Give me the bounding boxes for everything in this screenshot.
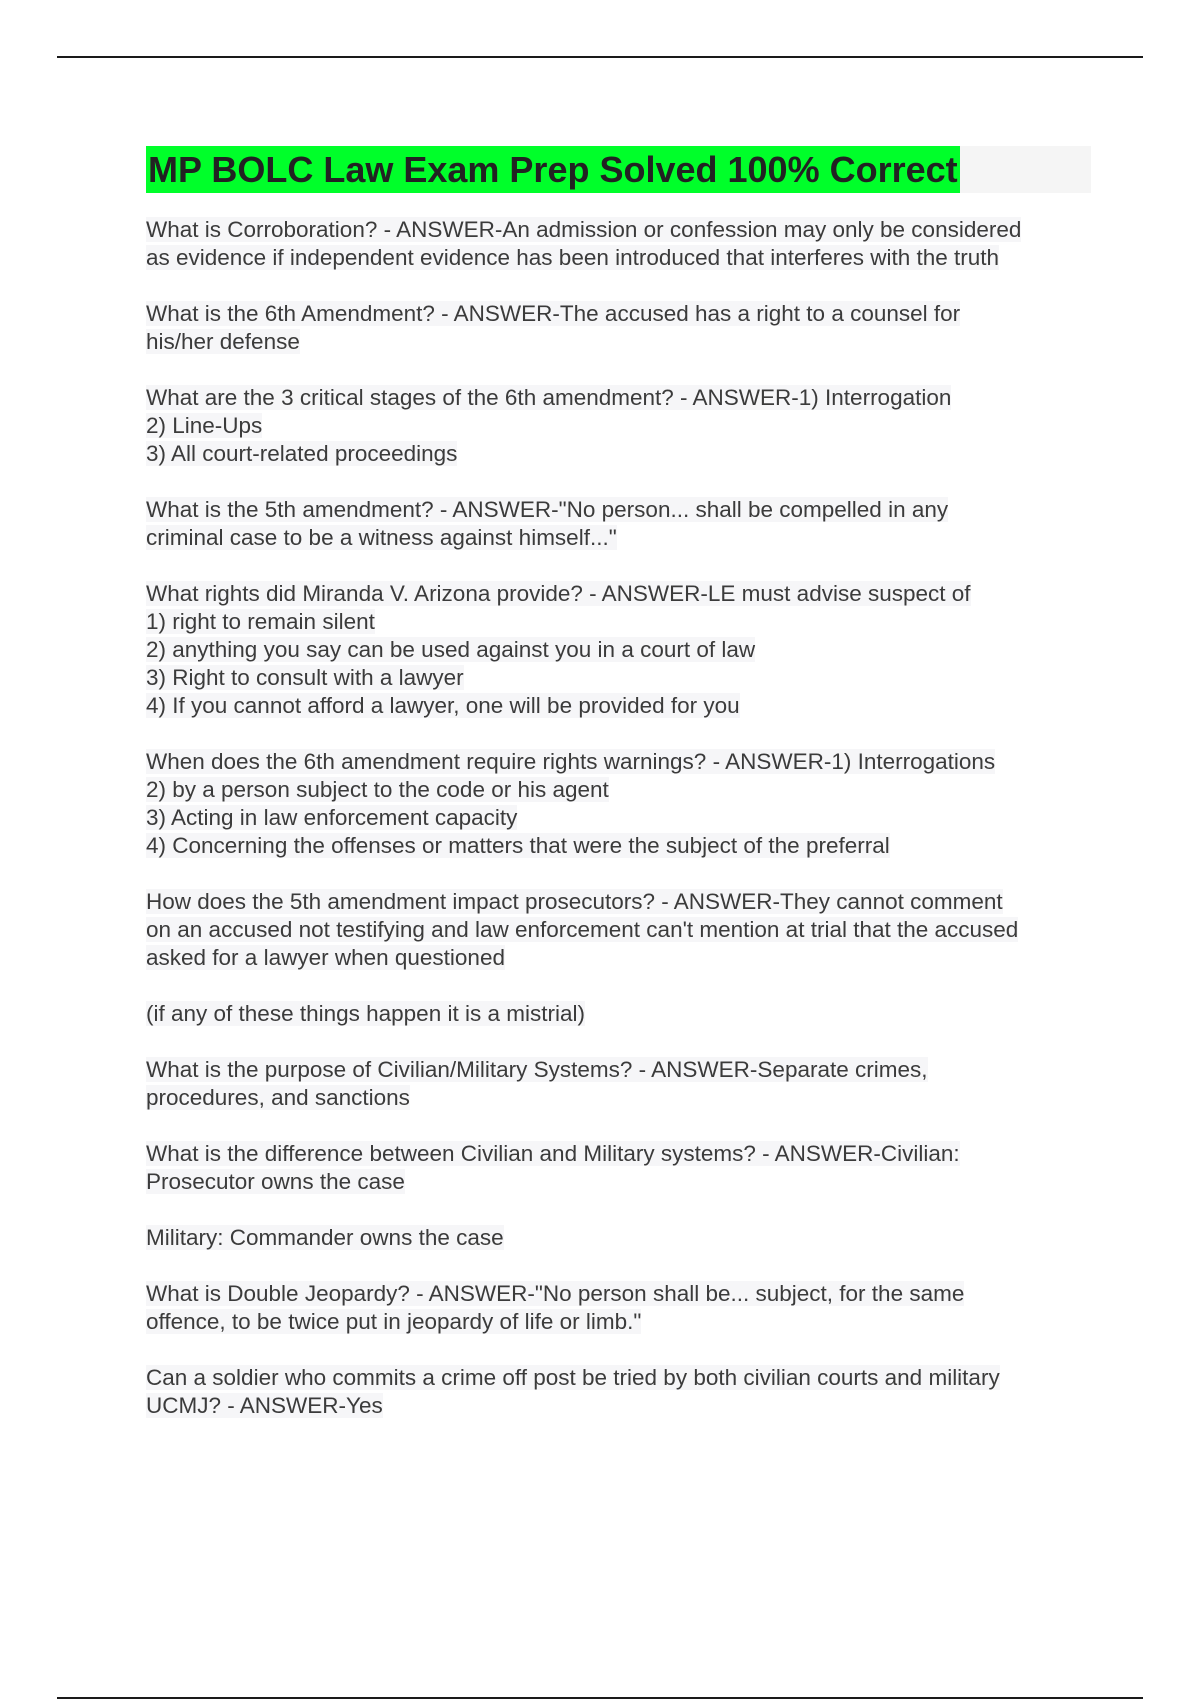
qa-paragraph [146,300,1091,356]
qa-line-text: Military: Commander owns the case [146,1225,504,1250]
qa-line-text: What is the 6th Amendment? - ANSWER-The accused has a right to a counsel for [146,301,961,326]
qa-line-text: What is the purpose of Civilian/Military Systems? - ANSWER-Separate crimes, [146,1057,928,1082]
qa-list [146,216,1091,1420]
qa-line [146,1140,1091,1168]
qa-line [146,1168,1091,1196]
qa-line-text: asked for a lawyer when questioned [146,945,505,970]
qa-paragraph [146,496,1091,552]
qa-line [146,1308,1091,1336]
qa-line [146,1280,1091,1308]
qa-line [146,832,1091,860]
qa-line [146,440,1091,468]
qa-paragraph [146,1000,1091,1028]
qa-line-text: 2) by a person subject to the code or his agent [146,777,609,802]
qa-line-text: What is Double Jeopardy? - ANSWER-"No person shall be... subject, for the same [146,1281,965,1306]
qa-line [146,580,1091,608]
qa-line [146,1392,1091,1420]
qa-line [146,496,1091,524]
qa-line [146,216,1091,244]
qa-line-text: How does the 5th amendment impact prosecutors? - ANSWER-They cannot comment [146,889,1003,914]
qa-line [146,692,1091,720]
qa-line [146,244,1091,272]
qa-line-text: UCMJ? - ANSWER-Yes [146,1393,383,1418]
qa-line-text: 4) If you cannot afford a lawyer, one will be provided for you [146,693,740,718]
qa-line [146,1224,1091,1252]
qa-line [146,804,1091,832]
qa-line-text: 3) All court-related proceedings [146,441,458,466]
qa-line [146,776,1091,804]
qa-line [146,636,1091,664]
qa-line [146,328,1091,356]
document-body [146,146,1091,1448]
qa-paragraph [146,1224,1091,1252]
qa-line-text: What is Corroboration? - ANSWER-An admission or confession may only be considered [146,217,1022,242]
qa-line-text: his/her defense [146,329,300,354]
qa-line [146,412,1091,440]
qa-line [146,524,1091,552]
top-rule [57,56,1143,58]
qa-line [146,384,1091,412]
qa-line-text: 3) Acting in law enforcement capacity [146,805,518,830]
title-bar [146,146,1091,193]
qa-paragraph [146,1364,1091,1420]
qa-line [146,888,1091,916]
qa-line-text: 3) Right to consult with a lawyer [146,665,464,690]
qa-paragraph [146,748,1091,860]
qa-line [146,664,1091,692]
qa-line [146,944,1091,972]
qa-line [146,1056,1091,1084]
qa-line-text: 1) right to remain silent [146,609,375,634]
qa-line [146,916,1091,944]
qa-line-text: on an accused not testifying and law enforcement can't mention at trial that the accused [146,917,1019,942]
qa-line-text: What is the 5th amendment? - ANSWER-"No person... shall be compelled in any [146,497,949,522]
bottom-rule [57,1697,1143,1699]
qa-line-text: 2) Line-Ups [146,413,263,438]
qa-line-text: What rights did Miranda V. Arizona provide? - ANSWER-LE must advise suspect of [146,581,971,606]
qa-line-text: (if any of these things happen it is a mistrial) [146,1001,585,1026]
qa-line-text: 4) Concerning the offenses or matters that were the subject of the preferral [146,833,890,858]
qa-paragraph [146,888,1091,972]
qa-paragraph [146,216,1091,272]
qa-line-text: 2) anything you say can be used against you in a court of law [146,637,756,662]
qa-line-text: What is the difference between Civilian and Military systems? - ANSWER-Civilian: [146,1141,960,1166]
qa-line [146,1364,1091,1392]
qa-line [146,748,1091,776]
qa-line-text: Prosecutor owns the case [146,1169,405,1194]
qa-line-text: When does the 6th amendment require rights warnings? - ANSWER-1) Interrogations [146,749,996,774]
qa-line-text: procedures, and sanctions [146,1085,410,1110]
qa-line-text: as evidence if independent evidence has been introduced that interferes with the truth [146,245,1000,270]
qa-line-text: Can a soldier who commits a crime off post be tried by both civilian courts and military [146,1365,1000,1390]
qa-line [146,608,1091,636]
qa-line-text: What are the 3 critical stages of the 6th amendment? - ANSWER-1) Interrogation [146,385,952,410]
qa-paragraph [146,1280,1091,1336]
qa-line [146,300,1091,328]
qa-paragraph [146,1140,1091,1196]
qa-line [146,1000,1091,1028]
qa-line-text: criminal case to be a witness against himself..." [146,525,617,550]
document-title: MP BOLC Law Exam Prep Solved 100% Correct [146,146,960,193]
qa-line [146,1084,1091,1112]
qa-paragraph [146,384,1091,468]
qa-line-text: offence, to be twice put in jeopardy of life or limb." [146,1309,642,1334]
qa-paragraph [146,580,1091,720]
qa-paragraph [146,1056,1091,1112]
